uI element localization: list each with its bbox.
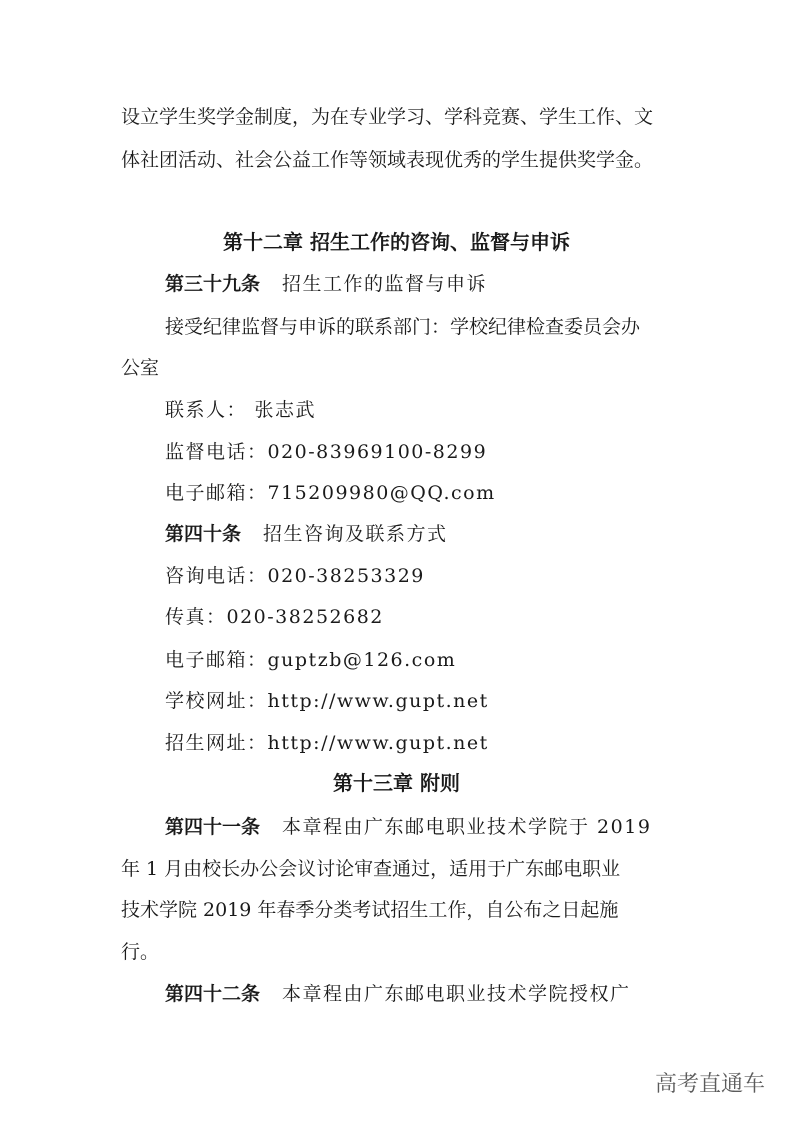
- chapter-13-heading: 第十三章 附则: [333, 771, 460, 795]
- chapter-12-heading: 第十二章 招生工作的咨询、监督与申诉: [223, 230, 570, 254]
- article-41-label: 第四十一条: [165, 816, 261, 838]
- article-39-title: 招生工作的监督与申诉: [282, 273, 488, 295]
- article-39-line-2: 公室: [121, 357, 160, 379]
- intro-line-1: 设立学生奖学金制度，为在专业学习、学科竞赛、学生工作、文: [121, 106, 654, 128]
- article-41-text: 本章程由广东邮电职业技术学院于 2019: [282, 816, 652, 838]
- article-42-line-1: [165, 982, 631, 1006]
- article-39-line-1: 接受纪律监督与申诉的联系部门：学校纪律检查委员会办: [165, 316, 641, 338]
- school-website: 学校网址：http://www.gupt.net: [165, 690, 489, 712]
- article-39-label: 第三十九条: [165, 273, 261, 295]
- admission-email: 电子邮箱：guptzb@126.com: [165, 649, 457, 671]
- article-41-line-1: [165, 815, 651, 839]
- watermark: 高考直通车: [654, 1072, 765, 1097]
- article-40-title: 招生咨询及联系方式: [263, 523, 448, 545]
- article-40-label: 第四十条: [165, 523, 242, 545]
- article-39: [165, 272, 487, 296]
- article-42-label: 第四十二条: [165, 983, 261, 1005]
- article-42-text: 本章程由广东邮电职业技术学院授权广: [282, 983, 631, 1005]
- article-41-line-3: 技术学院 2019 年春季分类考试招生工作，自公布之日起施: [121, 899, 619, 921]
- fax: 传真：020-38252682: [165, 606, 384, 628]
- article-40: [165, 522, 448, 546]
- article-41-line-2: 年 1 月由校长办公会议讨论审查通过，适用于广东邮电职业: [121, 858, 621, 880]
- consult-phone: 咨询电话：020-38253329: [165, 565, 425, 587]
- article-41-line-4: 行。: [121, 941, 160, 963]
- intro-line-2: 体社团活动、社会公益工作等领域表现优秀的学生提供奖学金。: [121, 149, 654, 171]
- admission-website: 招生网址：http://www.gupt.net: [165, 732, 489, 754]
- supervision-email: 电子邮箱：715209980@QQ.com: [165, 482, 496, 504]
- supervision-contact: 联系人： 张志武: [165, 399, 317, 421]
- supervision-phone: 监督电话：020-83969100-8299: [165, 441, 488, 463]
